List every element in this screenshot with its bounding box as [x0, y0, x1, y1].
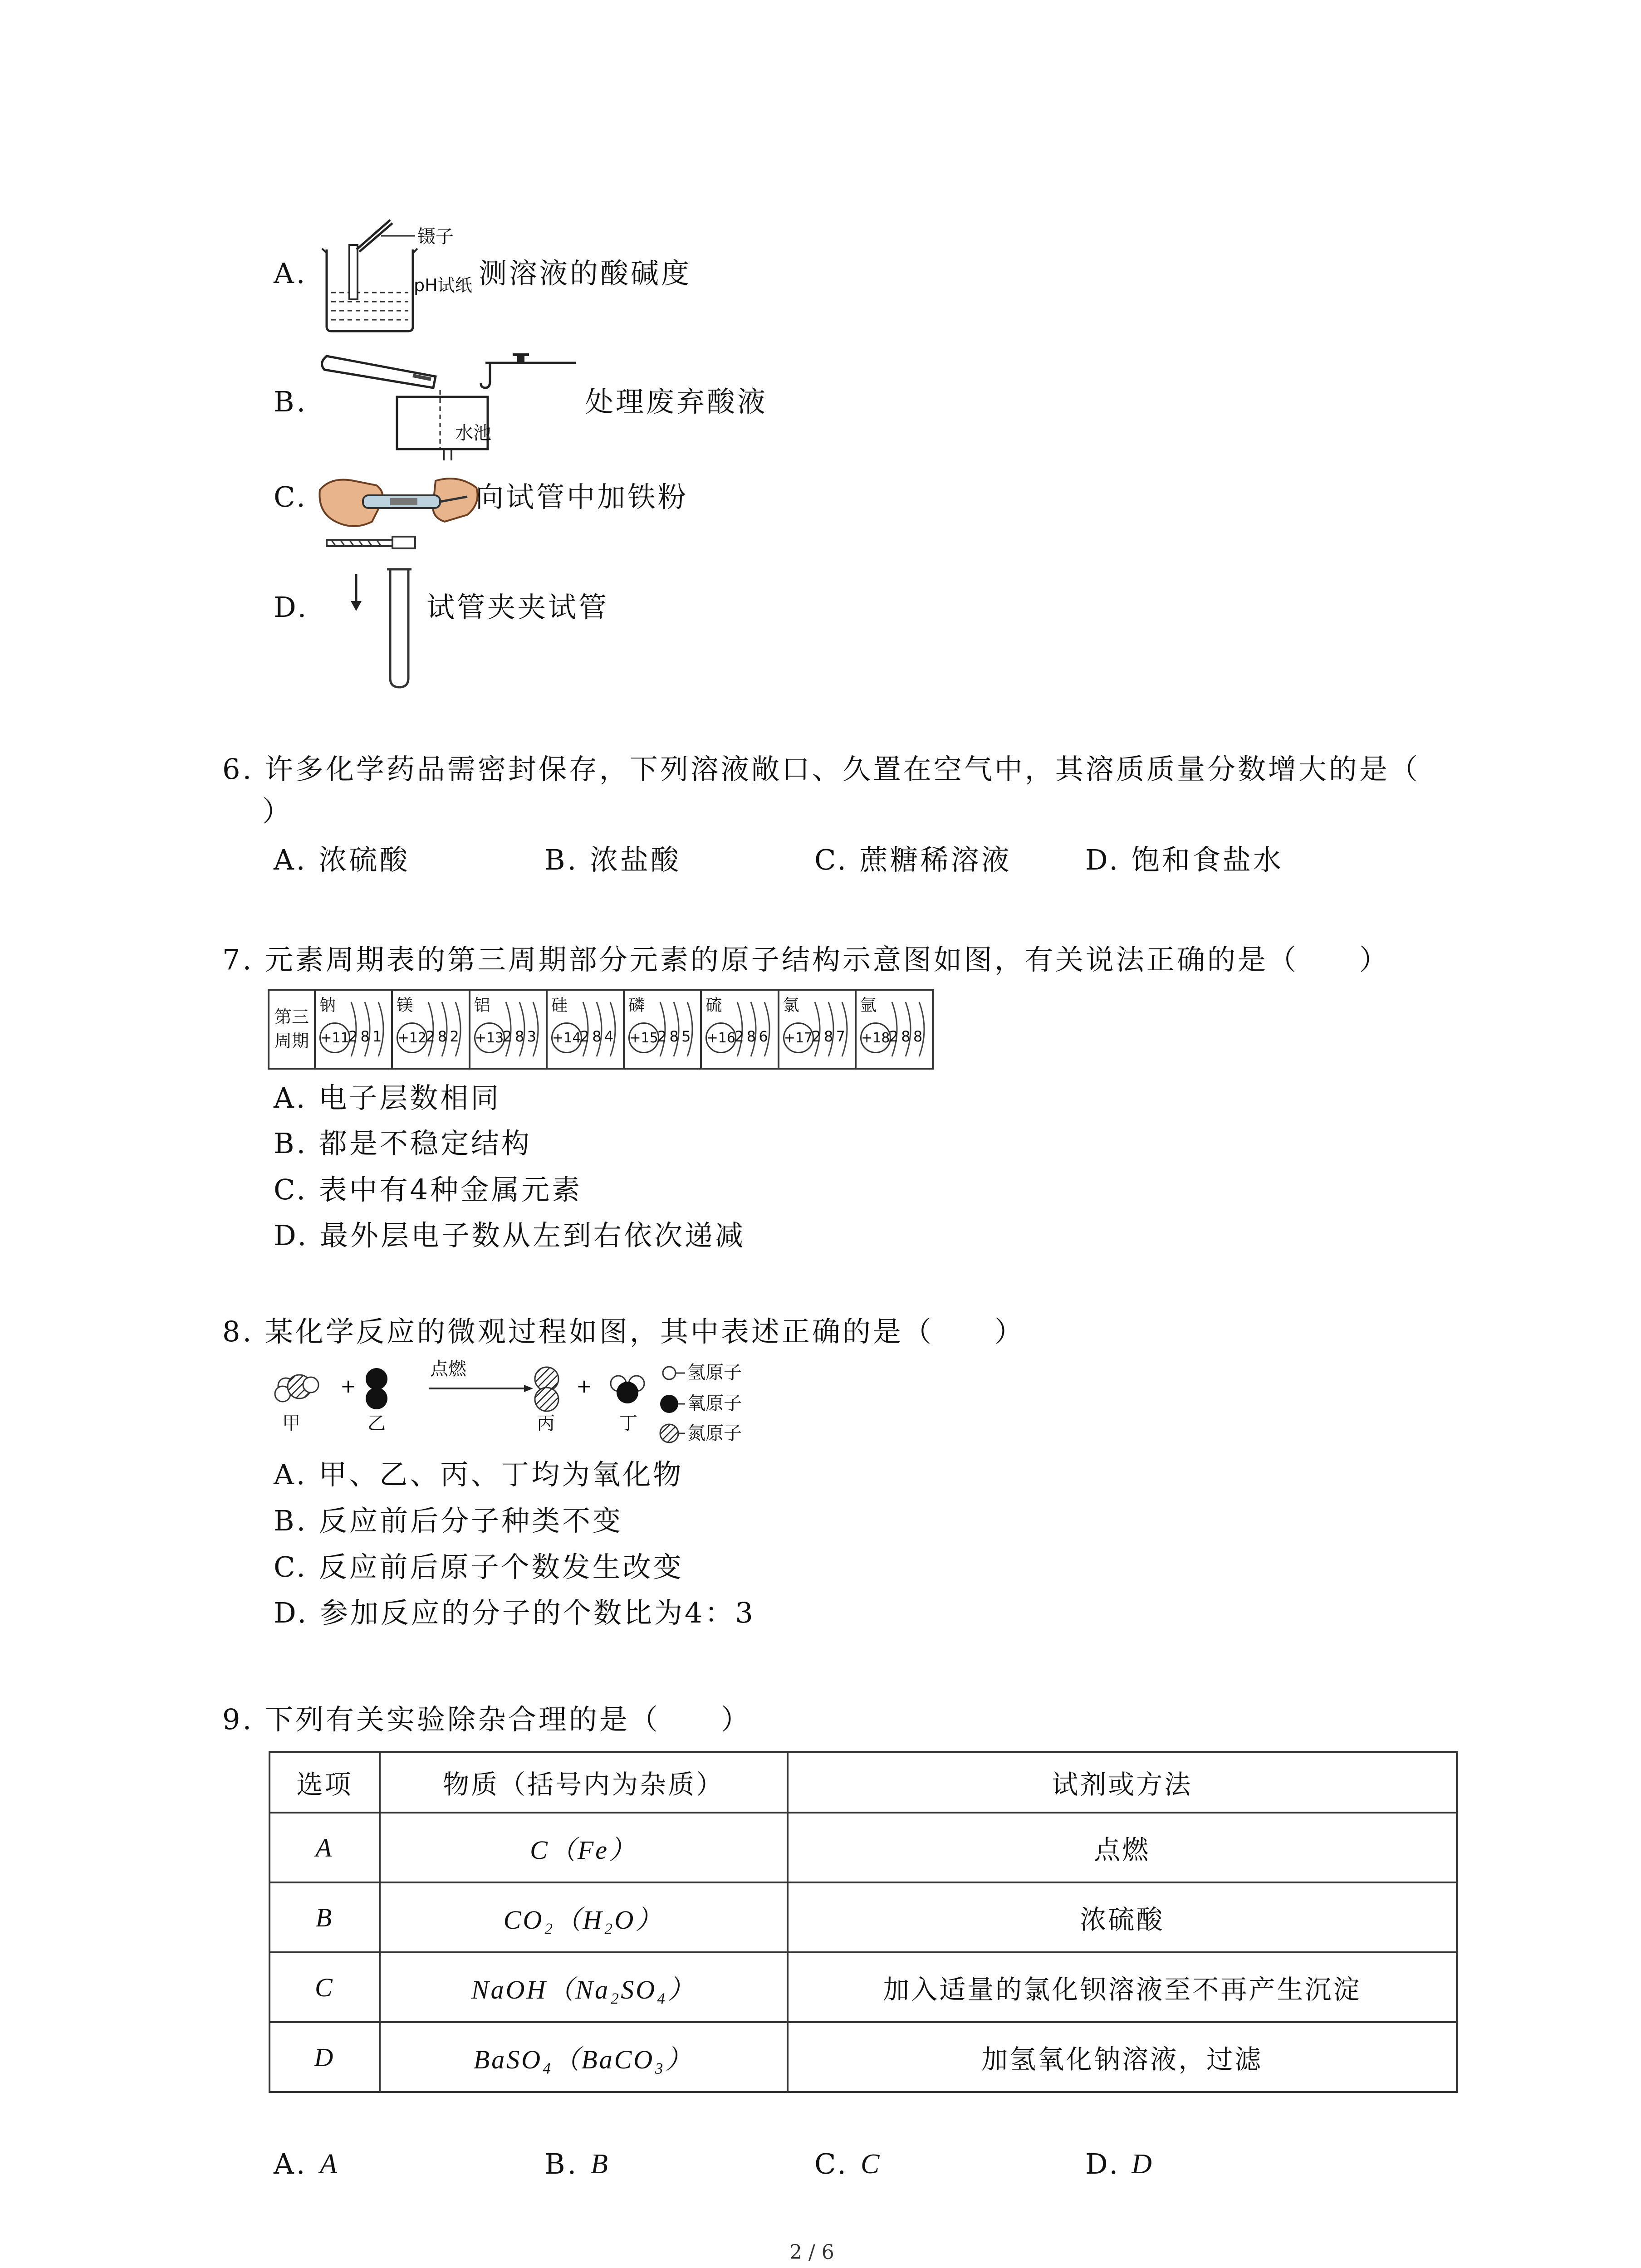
nucleus-circle: [551, 1022, 582, 1053]
row-method: 浓硫酸: [788, 1882, 1457, 1952]
electron-shells: 2 8 1: [348, 1028, 381, 1045]
row-option: A: [269, 1813, 380, 1882]
q5-option-c-text: 向试管中加铁粉: [475, 480, 689, 513]
molecule-ding: [611, 1376, 644, 1403]
legend-nitrogen: 氮原子: [687, 1423, 742, 1444]
molecule-jia: [275, 1375, 318, 1402]
electron-shells: 2 8 2: [426, 1028, 458, 1045]
q5-option-d-letter: D.: [274, 591, 309, 624]
label-sink: 水池: [455, 423, 491, 444]
element-name: 铝: [474, 996, 490, 1015]
species-yi: 乙: [367, 1413, 386, 1434]
nucleus-charge: +11: [320, 1030, 349, 1046]
row-substance: NaOH（Na₂SO₄）: [380, 1952, 788, 2022]
waste-acid-illustration: [322, 345, 594, 463]
element-cell: [702, 991, 779, 1068]
electron-shells: 2 8 6: [735, 1028, 767, 1045]
label-ph-paper: pH试纸: [414, 275, 472, 295]
q8-stem: 8. 某化学反应的微观过程如图，其中表述正确的是（ ）: [222, 1315, 1025, 1348]
q5-option-a-text: 测溶液的酸碱度: [479, 257, 692, 290]
q9-option-b-value: B: [591, 2149, 608, 2180]
purification-table: [269, 1751, 1458, 2093]
q5-option-c-letter: C.: [274, 480, 308, 513]
row-option: D: [269, 2022, 380, 2092]
table-header-row: [269, 1752, 1457, 1813]
nucleus-circle: [319, 1022, 350, 1053]
element-cell: [548, 991, 625, 1068]
electron-shells: 2 8 3: [503, 1028, 535, 1045]
reaction-condition-label: 点燃: [430, 1359, 466, 1379]
q7-stem: 7. 元素周期表的第三周期部分元素的原子结构示意图如图，有关说法正确的是（ ）: [222, 943, 1390, 976]
q8-option-c: C. 反应前后原子个数发生改变: [274, 1550, 684, 1584]
element-name: 氩: [860, 996, 877, 1015]
q9-option-c-letter: C.: [814, 2147, 848, 2180]
electron-shells: 2 8 5: [657, 1028, 690, 1045]
header-substance: 物质（括号内为杂质）: [380, 1752, 788, 1813]
element-name: 镁: [397, 996, 413, 1015]
table-row: [269, 1952, 1457, 2022]
species-bing: 丙: [537, 1413, 555, 1434]
nucleus-charge: +18: [861, 1030, 890, 1046]
element-cell: [857, 991, 932, 1068]
q6-stem-line2: ）: [262, 795, 293, 828]
row-option: C: [269, 1952, 380, 2022]
element-name: 硫: [705, 996, 722, 1015]
molecule-yi: [366, 1368, 387, 1409]
q6-option-a: A. 浓硫酸: [274, 843, 410, 876]
q6-option-c: C. 蔗糖稀溶液: [814, 843, 1012, 876]
svg-text:+: +: [340, 1375, 357, 1397]
q6-stem-line1: 6. 许多化学药品需密封保存，下列溶液敞口、久置在空气中，其溶质质量分数增大的是（: [222, 753, 1420, 786]
legend-hydrogen: 氢原子: [687, 1362, 742, 1383]
header-method: 试剂或方法: [788, 1752, 1457, 1813]
nucleus-charge: +12: [397, 1030, 426, 1046]
q9-option-b-letter: B.: [544, 2147, 579, 2180]
nucleus-charge: +14: [552, 1030, 581, 1046]
period-label-cell: [269, 991, 316, 1068]
periodic-table-row: [268, 989, 934, 1070]
nucleus-charge: +16: [706, 1030, 735, 1046]
table-row: [269, 1882, 1457, 1952]
page-number: 2 / 6: [789, 2241, 834, 2264]
nucleus-circle: [397, 1022, 427, 1053]
period-label-line1: 第三: [274, 1007, 309, 1027]
q9-option-d-value: D: [1132, 2149, 1152, 2180]
q9-option-c-value: C: [861, 2149, 880, 2180]
q7-option-c: C. 表中有4种金属元素: [274, 1173, 583, 1206]
row-method: 点燃: [788, 1813, 1457, 1882]
nucleus-circle: [474, 1022, 505, 1053]
electron-shells: 2 8 8: [889, 1028, 922, 1045]
nucleus-circle: [860, 1022, 891, 1053]
nucleus-charge: +13: [475, 1030, 504, 1046]
molecule-bing: [535, 1367, 558, 1411]
q5-option-b-text: 处理废弃酸液: [585, 385, 768, 418]
iron-powder-hands-illustration: [318, 472, 481, 531]
header-option: 选项: [269, 1752, 380, 1813]
row-option: B: [269, 1882, 380, 1952]
table-row: [269, 2022, 1457, 2092]
species-ding: 丁: [619, 1413, 637, 1434]
label-tweezers: 镊子: [417, 226, 454, 247]
nucleus-circle: [783, 1022, 814, 1053]
q8-option-d: D. 参加反应的分子的个数比为4：3: [274, 1596, 755, 1629]
row-method: 加入适量的氯化钡溶液至不再产生沉淀: [788, 1952, 1457, 2022]
element-cell: [779, 991, 857, 1068]
element-cell: [625, 991, 702, 1068]
element-cell: [316, 991, 393, 1068]
q6-option-d: D. 饱和食盐水: [1085, 843, 1283, 876]
element-cells: [316, 991, 932, 1068]
q7-option-a: A. 电子层数相同: [274, 1081, 501, 1114]
q5-option-d-text: 试管夹夹试管: [426, 591, 609, 624]
element-name: 硅: [551, 996, 568, 1015]
period-label-line2: 周期: [274, 1031, 309, 1051]
q7-option-d: D. 最外层电子数从左到右依次递减: [274, 1219, 745, 1252]
electron-shells: 2 8 4: [580, 1028, 613, 1045]
nucleus-charge: +17: [784, 1030, 813, 1046]
element-name: 氯: [783, 996, 799, 1015]
table-row: [269, 1813, 1457, 1882]
q8-option-b: B. 反应前后分子种类不变: [274, 1504, 623, 1537]
electron-shells: 2 8 7: [812, 1028, 844, 1045]
q6-option-b: B. 浓盐酸: [544, 843, 681, 876]
q9-option-a-value: A: [320, 2149, 337, 2180]
q5-option-b-letter: B.: [274, 385, 308, 418]
q7-option-b: B. 都是不稳定结构: [274, 1127, 532, 1160]
element-name: 磷: [628, 996, 645, 1015]
row-substance: CO₂（H₂O）: [380, 1882, 788, 1952]
nucleus-circle: [705, 1022, 736, 1053]
element-name: 钠: [319, 996, 336, 1015]
legend-oxygen: 氧原子: [687, 1393, 742, 1414]
row-method: 加氢氧化钠溶液，过滤: [788, 2022, 1457, 2092]
element-cell: [393, 991, 470, 1068]
svg-text:+: +: [576, 1375, 593, 1397]
row-substance: C（Fe）: [380, 1813, 788, 1882]
row-substance: BaSO₄（BaCO₃）: [380, 2022, 788, 2092]
test-tube-clamp-illustration: [324, 533, 433, 689]
nucleus-circle: [628, 1022, 659, 1053]
q9-option-d-letter: D.: [1085, 2147, 1121, 2180]
q5-option-a-letter: A.: [274, 257, 308, 290]
element-cell: [470, 991, 548, 1068]
q9-option-a-letter: A.: [274, 2147, 308, 2180]
nucleus-charge: +15: [629, 1030, 658, 1046]
q8-option-a: A. 甲、乙、丙、丁均为氧化物: [274, 1458, 684, 1491]
species-jia: 甲: [282, 1413, 300, 1434]
q9-stem: 9. 下列有关实验除杂合理的是（ ）: [222, 1703, 751, 1736]
